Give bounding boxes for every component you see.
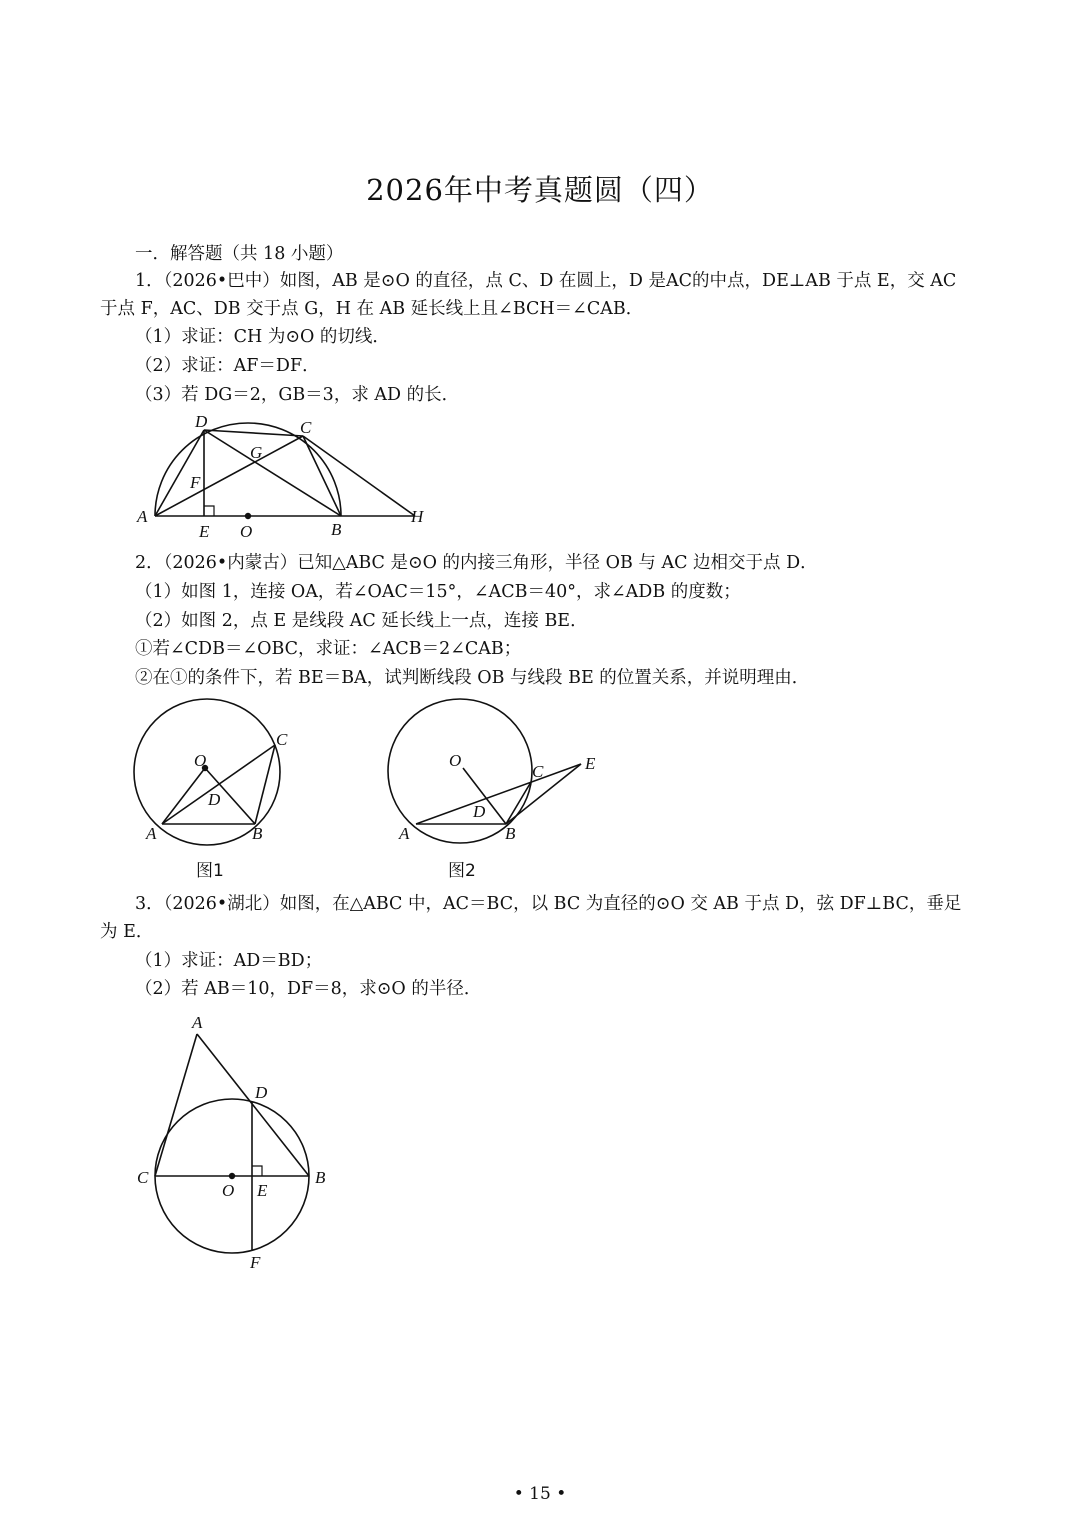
q3-center-dot <box>229 1173 235 1179</box>
q2-f1-line-OA <box>162 768 205 824</box>
page-number: • 15 • <box>513 1484 567 1504</box>
q2-figure-1 <box>130 695 300 885</box>
q2-part-2-sub-2: ②在①的条件下，若 BE＝BA，试判断线段 OB 与线段 BE 的位置关系，并说明理由． <box>135 668 810 688</box>
q1-label-C: C <box>300 418 312 437</box>
q1-part-1: （1）求证：CH 为⊙O 的切线． <box>135 327 390 347</box>
q1-label-E: E <box>199 522 210 541</box>
q2-figure-2 <box>385 695 615 885</box>
q1-label-H: H <box>411 507 424 526</box>
q2-f2-label-E: E <box>585 754 596 773</box>
q2-f1-label-D: D <box>208 790 221 809</box>
q2-f2-label-B: B <box>505 824 516 843</box>
q1-center-dot <box>245 513 251 519</box>
q1-label-O: O <box>240 522 253 541</box>
q2-figure-1-caption: 图1 <box>196 861 224 881</box>
q3-line-CA <box>155 1034 197 1176</box>
q1-line-DC <box>204 430 303 436</box>
q3-line-AB <box>197 1034 309 1176</box>
q3-line-2: 为 E． <box>100 922 154 942</box>
q2-figure-2-caption: 图2 <box>448 861 476 881</box>
q3-label-C: C <box>137 1168 149 1187</box>
q3-right-angle-mark <box>252 1166 262 1176</box>
q1-part-2: （2）求证：AF＝DF． <box>135 356 320 376</box>
q3-label-B: B <box>315 1168 326 1187</box>
q3-label-A: A <box>192 1013 203 1032</box>
q2-part-2-sub-1: ①若∠CDB＝∠OBC，求证：∠ACB＝2∠CAB； <box>135 639 522 659</box>
q1-label-B: B <box>331 520 342 539</box>
page-title: 2026年中考真题圆（四） <box>366 173 714 207</box>
q3-label-D: D <box>255 1083 268 1102</box>
q2-f2-label-A: A <box>399 824 410 843</box>
q1-line-2: 于点 F，AC、DB 交于点 G，H 在 AB 延长线上且∠BCH＝∠CAB． <box>100 299 644 319</box>
q2-f1-label-A: A <box>146 824 157 843</box>
q3-part-2: （2）若 AB＝10，DF＝8，求⊙O 的半径． <box>135 979 482 999</box>
q1-right-angle-mark <box>204 506 214 516</box>
q3-line-1: 3．（2026•湖北）如图，在△ABC 中，AC＝BC，以 BC 为直径的⊙O 交 AB 于点 D，弦 DF⊥BC，垂足 <box>135 894 962 914</box>
q2-f2-line-CB <box>506 782 531 824</box>
q1-label-A: A <box>137 507 148 526</box>
q2-f2-label-C: C <box>532 762 544 781</box>
q2-f2-label-D: D <box>473 802 486 821</box>
q1-semicircle <box>155 423 341 516</box>
q1-line-1: 1．（2026•巴中）如图，AB 是⊙O 的直径，点 C、D 在圆上，D 是AC的中点，DE⊥AB 于点 E，交 AC <box>135 271 957 291</box>
q2-part-2: （2）如图 2，点 E 是线段 AC 延长线上一点，连接 BE． <box>135 611 588 631</box>
q2-f2-label-O: O <box>449 751 462 770</box>
q3-label-E: E <box>257 1181 268 1200</box>
q1-label-F: F <box>190 473 201 492</box>
q2-f2-line-BE <box>506 764 581 824</box>
q2-line-1: 2．（2026•内蒙古）已知△ABC 是⊙O 的内接三角形，半径 OB 与 AC 边相交于点 D． <box>135 553 818 573</box>
q3-label-F: F <box>250 1253 261 1272</box>
q3-figure <box>130 1008 350 1273</box>
q2-f1-label-B: B <box>252 824 263 843</box>
q1-line-CH <box>303 436 415 516</box>
q3-part-1: （1）求证：AD＝BD； <box>135 951 323 971</box>
section-heading: 一．解答题（共 18 小题） <box>135 244 344 264</box>
q1-figure <box>130 412 450 547</box>
q2-f1-label-O: O <box>194 751 207 770</box>
q3-label-O: O <box>222 1181 235 1200</box>
q1-label-G: G <box>250 443 263 462</box>
q1-label-D: D <box>195 412 208 431</box>
q2-f1-label-C: C <box>276 730 288 749</box>
q1-part-3: （3）若 DG＝2，GB＝3，求 AD 的长． <box>135 385 460 405</box>
q2-part-1: （1）如图 1，连接 OA，若∠OAC＝15°，∠ACB＝40°，求∠ADB 的度数； <box>135 582 741 602</box>
